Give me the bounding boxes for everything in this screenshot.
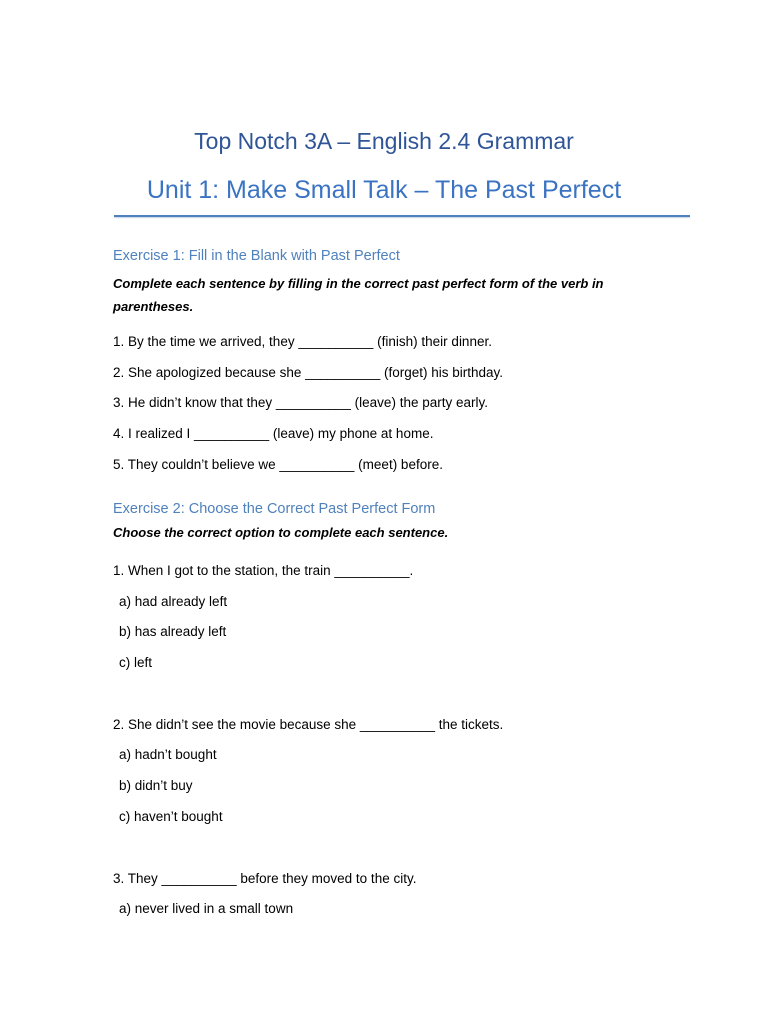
question-1 bbox=[113, 561, 683, 581]
exercise-1-instruction bbox=[113, 272, 683, 318]
exercise-2-instruction: Choose the correct option to complete each sentence. bbox=[113, 525, 449, 540]
exercise-1-item bbox=[113, 455, 683, 475]
question-1-option bbox=[113, 592, 683, 612]
exercise-1-sentence-5: 5. They couldn’t believe we __________ (meet) before. bbox=[113, 457, 443, 472]
document-title: Top Notch 3A – English 2.4 Grammar bbox=[194, 128, 574, 154]
question-1-prompt: 1. When I got to the station, the train __________. bbox=[113, 563, 414, 578]
question-2-option bbox=[113, 807, 683, 827]
exercise-2-section bbox=[113, 499, 683, 544]
exercise-1-sentence-4: 4. I realized I __________ (leave) my phone at home. bbox=[113, 426, 434, 441]
question-1-option-c: c) left bbox=[119, 655, 153, 670]
exercise-1-sentence-2: 2. She apologized because she __________ (forget) his birthday. bbox=[113, 365, 504, 380]
question-3-option bbox=[113, 899, 683, 919]
question-3-option-a: a) never lived in a small town bbox=[119, 901, 294, 916]
question-2 bbox=[113, 715, 683, 735]
question-3-prompt: 3. They __________ before they moved to the city. bbox=[113, 871, 417, 886]
question-1-option bbox=[113, 622, 683, 642]
question-2-option-a: a) hadn’t bought bbox=[119, 747, 217, 762]
question-2-option bbox=[113, 776, 683, 796]
question-1-option bbox=[113, 653, 683, 673]
exercise-1-item bbox=[113, 393, 683, 413]
exercise-1-instruction-line-1: Complete each sentence by filling in the correct past perfect form of the verb in bbox=[113, 276, 604, 291]
question-2-option-c: c) haven’t bought bbox=[119, 809, 223, 824]
title-underline bbox=[114, 215, 690, 217]
exercise-1-sentence-1: 1. By the time we arrived, they __________ (finish) their dinner. bbox=[113, 334, 492, 349]
document-subtitle: Unit 1: Make Small Talk – The Past Perfect bbox=[146, 176, 622, 204]
question-2-prompt: 2. She didn’t see the movie because she __________ the tickets. bbox=[113, 717, 504, 732]
exercise-1-item bbox=[113, 332, 683, 352]
exercise-1-item bbox=[113, 363, 683, 383]
question-1-option-a: a) had already left bbox=[119, 594, 228, 609]
exercise-1-section bbox=[113, 246, 683, 318]
exercise-1-heading: Exercise 1: Fill in the Blank with Past Perfect bbox=[113, 248, 400, 264]
question-1-option-b: b) has already left bbox=[119, 624, 227, 639]
question-2-option bbox=[113, 745, 683, 765]
exercise-2-heading: Exercise 2: Choose the Correct Past Perfect Form bbox=[113, 501, 436, 517]
exercise-1-item bbox=[113, 424, 683, 444]
question-2-option-b: b) didn’t buy bbox=[119, 778, 193, 793]
exercise-1-sentence-3: 3. He didn’t know that they __________ (leave) the party early. bbox=[113, 395, 488, 410]
question-3 bbox=[113, 869, 683, 889]
exercise-1-instruction-line-2: parentheses. bbox=[113, 299, 194, 314]
